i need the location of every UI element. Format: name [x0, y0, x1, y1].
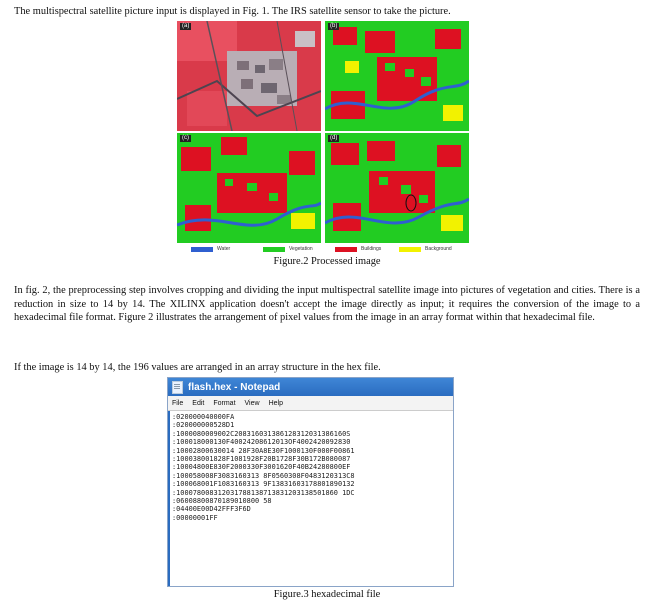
panel-label: (a)	[182, 23, 190, 29]
figure3-caption: Figure.3 hexadecimal file	[273, 589, 381, 600]
hex-line: :100038001828F1081928F20B1728F30B172B080087	[172, 455, 351, 464]
figure2-caption: Figure.2 Processed image	[273, 256, 381, 267]
menu-edit[interactable]: Edit	[192, 399, 205, 407]
preprocessing-paragraph: In fig. 2, the preprocessing step involves cropping and dividing the input multispectral satellite image into pictures of vegetation and cities. There is a reduction in size to 14 by 14. The XILINX application doesn't accept the image directly as input; it requires the conversion of the image to a hexadecimal file format. Figure 2 illustrates the arrangement of pixel values from the image in an array format within that hexadecimal file.	[14, 285, 640, 324]
hex-line: :06008800870189010800 58	[172, 497, 272, 506]
legend-item-buildings: Buildings	[335, 245, 381, 253]
panel-a-original	[177, 21, 321, 131]
hex-array-paragraph: If the image is 14 by 14, the 196 values are arranged in an array structure in the hex file.	[14, 362, 381, 373]
menu-help[interactable]: Help	[268, 399, 283, 407]
hex-line: :100068001F1083160313 9F13831603178801890132	[172, 480, 355, 489]
processed-image-figure	[177, 21, 469, 257]
notepad-icon	[172, 381, 183, 394]
intro-paragraph: The multispectral satellite picture input is displayed in Fig. 1. The IRS satellite sensor to take the picture.	[14, 6, 451, 17]
panel-c-classified	[177, 133, 321, 243]
hex-line: :1000080009002C208316031386128312031386160S	[172, 429, 351, 438]
legend-item-water: Water	[191, 245, 230, 253]
menu-view[interactable]: View	[244, 399, 260, 407]
hex-line: :020000040000FA	[172, 413, 235, 421]
hex-line: :00000001FF	[172, 513, 218, 522]
legend-item-vegetation: Vegetation	[263, 245, 313, 253]
figure-legend	[177, 243, 469, 255]
hex-line: :04400E00D42FFF3F6D	[172, 505, 251, 514]
notepad-title-bar[interactable]	[168, 378, 453, 396]
panel-label: (b)	[330, 23, 338, 29]
panel-b-classified	[325, 21, 469, 131]
hex-line: :100058008F3083160313 8F0560308F0483120313C8	[172, 471, 355, 480]
panel-d-classified	[325, 133, 469, 243]
hex-line: :10004800E830F2000330F3001620F40B24280800EF	[172, 463, 351, 472]
menu-file[interactable]: File	[172, 399, 184, 407]
hex-line: :100078008312031788138713831203138501860 1DC	[172, 488, 355, 497]
panel-label: (d)	[330, 135, 338, 141]
notepad-window	[167, 377, 454, 587]
notepad-menu-bar	[168, 396, 453, 411]
legend-item-background: Background	[399, 245, 452, 253]
hex-line: :020000000528D1	[172, 421, 235, 430]
panel-label: (c)	[182, 135, 189, 141]
hex-line: :100018000130F40024208612013OF4002420092830	[172, 438, 351, 447]
menu-format[interactable]: Format	[213, 399, 236, 407]
hex-line: :10002800630014 28F30A8E30F1000130F000F00861	[172, 446, 355, 455]
notepad-title: flash.hex - Notepad	[188, 381, 281, 393]
notepad-text-area[interactable]	[168, 411, 453, 586]
